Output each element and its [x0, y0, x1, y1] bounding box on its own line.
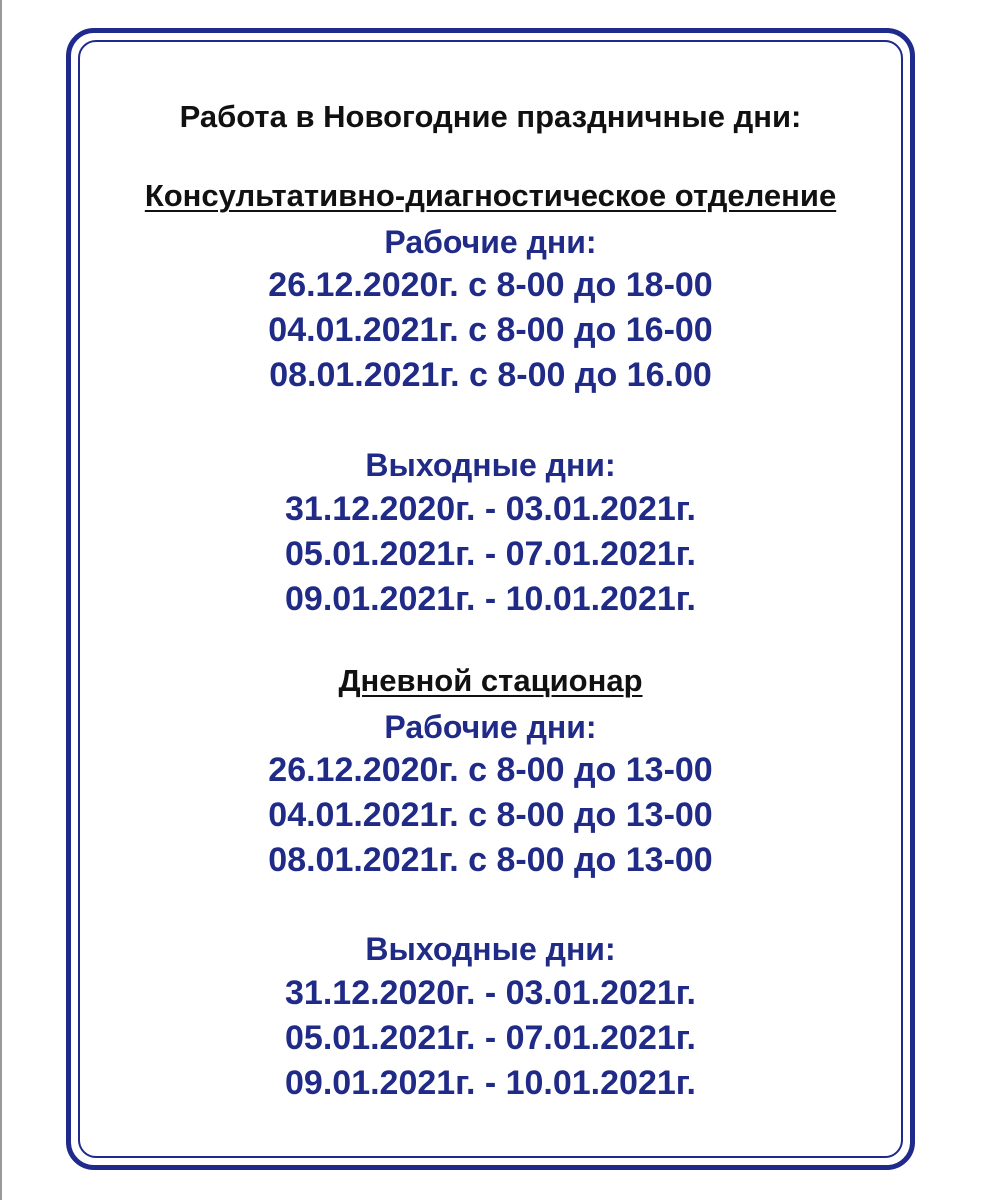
section-heading-day-hospital: Дневной стационар [338, 663, 643, 698]
off-days-label: Выходные дни: [365, 931, 616, 967]
working-day-row: 04.01.2021г. с 8-00 до 13-00 [268, 796, 713, 834]
page-title: Работа в Новогодние праздничные дни: [179, 99, 802, 134]
off-day-row: 09.01.2021г. - 10.01.2021г. [285, 580, 696, 618]
working-day-row: 26.12.2020г. с 8-00 до 13-00 [268, 751, 713, 789]
working-day-row: 26.12.2020г. с 8-00 до 18-00 [268, 266, 713, 304]
working-day-row: 08.01.2021г. с 8-00 до 16.00 [269, 356, 712, 394]
working-days-label: Рабочие дни: [384, 224, 597, 260]
off-day-row: 09.01.2021г. - 10.01.2021г. [285, 1064, 696, 1102]
off-days-label: Выходные дни: [365, 447, 616, 483]
off-day-row: 31.12.2020г. - 03.01.2021г. [285, 974, 696, 1012]
working-day-row: 08.01.2021г. с 8-00 до 13-00 [268, 841, 713, 879]
working-day-row: 04.01.2021г. с 8-00 до 16-00 [268, 311, 713, 349]
off-day-row: 31.12.2020г. - 03.01.2021г. [285, 490, 696, 528]
page-edge-divider [0, 0, 2, 1200]
off-day-row: 05.01.2021г. - 07.01.2021г. [285, 1019, 696, 1057]
working-days-label: Рабочие дни: [384, 709, 597, 745]
off-day-row: 05.01.2021г. - 07.01.2021г. [285, 535, 696, 573]
section-heading-consulting: Консультативно-диагностическое отделение [144, 178, 837, 213]
